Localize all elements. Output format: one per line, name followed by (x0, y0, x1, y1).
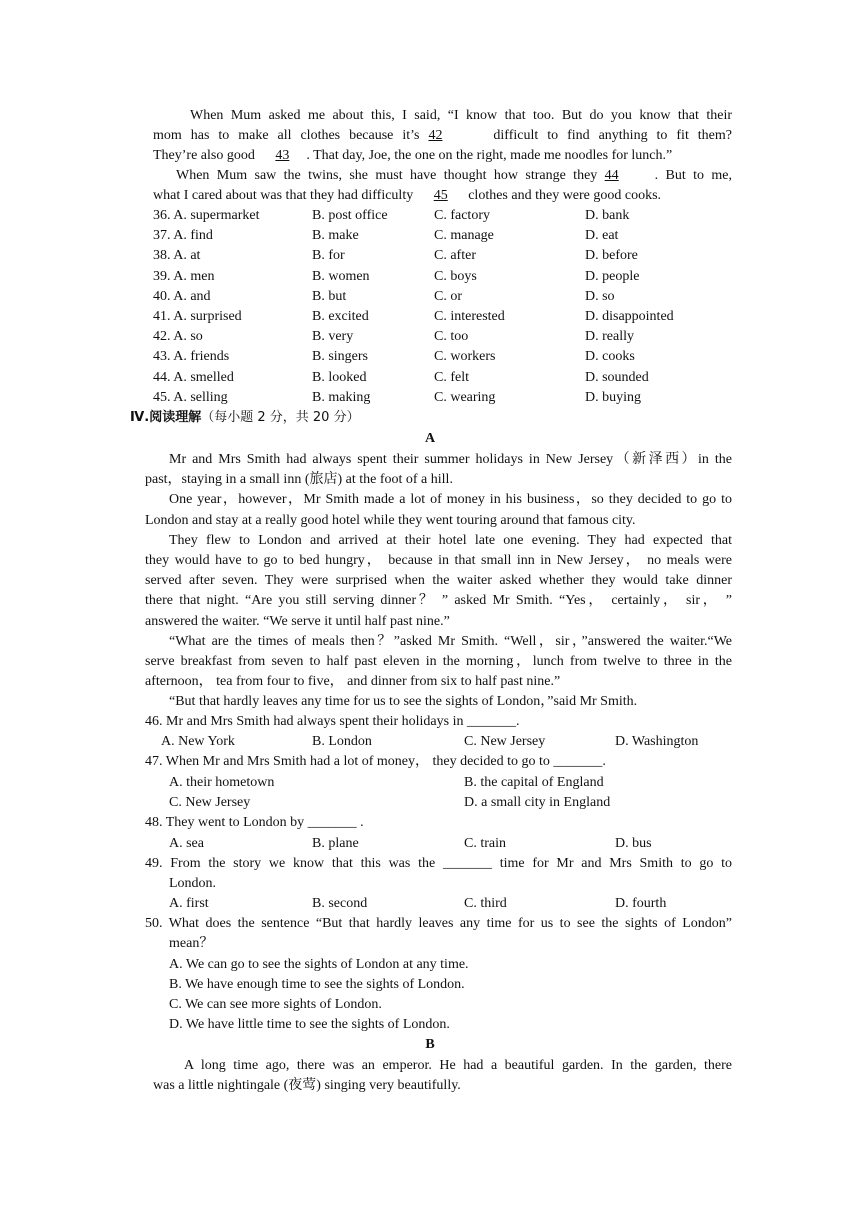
option-a[interactable]: A. first (169, 896, 209, 911)
option-c[interactable]: C. New Jersey (464, 734, 546, 749)
question-number: 38. (153, 248, 171, 264)
option-d[interactable]: D. bank (585, 208, 630, 223)
option-b[interactable]: B. make (312, 228, 359, 244)
option-text: A. at (173, 248, 201, 264)
option-d[interactable]: D. a small city in England (464, 795, 611, 810)
option-d[interactable]: D. eat (585, 228, 619, 244)
question-49-cont: London. (169, 876, 217, 891)
option-text: A. so (173, 329, 203, 345)
option-a[interactable] (153, 327, 203, 347)
cloze-text: what I cared about was that they had difficulty (153, 188, 414, 203)
section-note: （每小题 2 分，共 20 分） (201, 410, 360, 425)
option-text: A. men (173, 268, 215, 284)
question-number: 36. (153, 208, 171, 223)
question-number: 42. (153, 329, 171, 345)
option-text: A. surprised (173, 309, 242, 324)
question-number: 45. (153, 389, 171, 405)
passage-a-line: past，staying in a small inn (旅店) at the foot of a hill. (145, 472, 453, 488)
option-text: A. find (173, 228, 213, 244)
question-47: 47. When Mr and Mrs Smith had a lot of money， they decided to go to _______. (145, 754, 606, 769)
option-b[interactable]: B. excited (312, 309, 369, 324)
option-a[interactable] (153, 246, 200, 266)
blank-45: 45 (433, 188, 448, 203)
option-c[interactable]: C. workers (434, 349, 496, 365)
option-c[interactable]: C. third (464, 896, 507, 911)
blank-43: 43 (275, 148, 290, 163)
option-a[interactable] (153, 226, 213, 246)
option-b[interactable]: B. second (312, 896, 368, 911)
option-a[interactable]: A. We can go to see the sights of London at any time. (169, 957, 469, 972)
option-d[interactable]: D. disappointed (585, 309, 674, 324)
passage-a-line: served after seven. They were surprised when the waiter asked whether they would take dinner (145, 573, 732, 589)
passage-a-line: One year，however，Mr Smith made a lot of money in his business，so they decided to go to (169, 492, 732, 508)
option-d[interactable]: D. We have little time to see the sights of London. (169, 1017, 450, 1032)
cloze-line (153, 146, 672, 166)
question-50-cont: mean？ (169, 936, 214, 951)
option-b[interactable]: B. We have enough time to see the sights of London. (169, 977, 465, 992)
passage-a-line: afternoon， tea from four to five， and dinner from six to half past nine.” (145, 674, 561, 690)
cloze-text: difficult to find anything to fit them? (493, 128, 733, 143)
question-number: 44. (153, 369, 171, 385)
option-a[interactable] (153, 368, 234, 388)
passage-a-line: “But that hardly leaves any time for us to see the sights of London，”said Mr Smith. (169, 694, 638, 710)
option-b[interactable]: B. post office (312, 208, 388, 223)
option-d[interactable]: D. people (585, 268, 640, 284)
cloze-text: . But to me, (654, 168, 733, 183)
option-a[interactable] (153, 347, 229, 367)
cloze-line (153, 186, 661, 206)
option-b[interactable]: B. the capital of England (464, 775, 604, 790)
option-d[interactable]: D. cooks (585, 349, 635, 365)
cloze-line (153, 126, 732, 146)
passage-a-line: London and stay at a really good hotel while they went touring around that famous city. (145, 512, 636, 528)
passage-a-line: answered the waiter. “We serve it until half past nine.” (145, 613, 450, 629)
option-b[interactable]: B. but (312, 288, 347, 304)
option-b[interactable]: B. singers (312, 349, 368, 365)
option-c[interactable]: C. We can see more sights of London. (169, 997, 382, 1012)
passage-a-line: serve breakfast from seven to half past eleven in the morning，lunch from twelve to three in the (145, 654, 732, 669)
option-c[interactable]: C. interested (434, 309, 505, 324)
section-title: Ⅳ.阅读理解 (130, 410, 202, 425)
section-heading (130, 408, 360, 428)
option-d[interactable]: D. so (585, 288, 615, 304)
cloze-text: They’re also good (153, 148, 255, 163)
cloze-text: mom has to make all clothes because it’s (153, 128, 420, 143)
option-d[interactable]: D. fourth (615, 896, 667, 911)
cloze-text: When Mum saw the twins, she must have thought how strange they (176, 168, 598, 183)
option-text: A. smelled (173, 369, 234, 385)
option-text: A. and (173, 288, 211, 304)
cloze-line (176, 166, 732, 186)
option-b[interactable]: B. for (312, 248, 345, 264)
passage-b-line: was a little nightingale (夜莺) singing very beautifully. (153, 1078, 461, 1093)
option-d[interactable]: D. bus (615, 836, 652, 851)
option-a[interactable]: A. New York (161, 734, 235, 749)
option-a[interactable]: A. their hometown (169, 775, 275, 790)
option-c[interactable]: C. after (434, 248, 476, 264)
option-a[interactable] (153, 206, 260, 226)
option-a[interactable] (153, 267, 214, 287)
option-c[interactable]: C. too (434, 329, 469, 345)
option-b[interactable]: B. very (312, 329, 354, 345)
option-c[interactable]: C. New Jersey (169, 795, 251, 810)
passage-a-line: “What are the times of meals then？”asked Mr Smith. “Well，sir，”answered the waiter.“We (169, 633, 732, 649)
passage-b-line: A long time ago, there was an emperor. He had a beautiful garden. In the garden, there (184, 1058, 732, 1073)
option-b[interactable]: B. women (312, 268, 370, 284)
option-d[interactable]: D. before (585, 248, 638, 264)
option-c[interactable]: C. boys (434, 268, 477, 284)
question-49: 49. From the story we know that this was the _______ time for Mr and Mrs Smith to go to (145, 856, 732, 871)
question-number: 39. (153, 268, 171, 284)
option-a[interactable] (153, 388, 228, 408)
passage-a-label: A (424, 431, 436, 446)
option-b[interactable]: B. plane (312, 836, 359, 851)
blank-44: 44 (604, 168, 619, 183)
passage-a-line: there that night. “Are you still serving dinner？ ” asked Mr Smith. “Yes， certainly， sir， ” (145, 593, 732, 609)
question-number: 40. (153, 288, 171, 304)
option-c[interactable]: C. train (464, 836, 506, 851)
option-text: A. supermarket (173, 208, 260, 223)
cloze-line: When Mum asked me about this, I said, “I know that too. But do you know that their (190, 108, 732, 123)
option-c[interactable]: C. factory (434, 208, 490, 223)
option-a[interactable]: A. sea (169, 836, 204, 851)
option-d[interactable]: D. sounded (585, 369, 649, 385)
option-c[interactable]: C. wearing (434, 389, 496, 405)
cloze-text: . That day, Joe, the one on the right, made me noodles for lunch.” (306, 148, 673, 163)
option-text: A. friends (173, 349, 230, 365)
blank-42: 42 (428, 128, 443, 143)
passage-a-line: They flew to London and arrived at their hotel late one evening. They had expected that (169, 532, 732, 548)
option-c[interactable]: C. manage (434, 228, 494, 244)
question-number: 41. (153, 309, 171, 324)
passage-b-label: B (425, 1037, 435, 1052)
passage-a-line: Mr and Mrs Smith had always spent their summer holidays in New Jersey（新泽西）in the (169, 452, 732, 467)
option-c[interactable]: C. felt (434, 369, 469, 385)
option-b[interactable]: B. London (312, 734, 372, 749)
option-d[interactable]: D. really (585, 329, 634, 345)
option-text: A. selling (173, 389, 228, 405)
question-number: 37. (153, 228, 171, 244)
question-46: 46. Mr and Mrs Smith had always spent their holidays in _______. (145, 714, 520, 729)
option-d[interactable]: D. Washington (615, 734, 699, 749)
option-b[interactable]: B. making (312, 389, 371, 405)
question-50: 50. What does the sentence “But that hardly leaves any time for us to see the sights of London” (145, 916, 732, 931)
question-number: 43. (153, 349, 171, 365)
option-a[interactable] (153, 307, 242, 327)
cloze-text: clothes and they were good cooks. (468, 188, 662, 203)
option-b[interactable]: B. looked (312, 369, 367, 385)
question-48: 48. They went to London by _______ . (145, 815, 364, 830)
option-c[interactable]: C. or (434, 288, 462, 304)
option-d[interactable]: D. buying (585, 389, 641, 405)
passage-a-line: they would have to go to bed hungry， because in that small inn in New Jersey， no meals were (145, 553, 732, 568)
option-a[interactable] (153, 287, 211, 307)
